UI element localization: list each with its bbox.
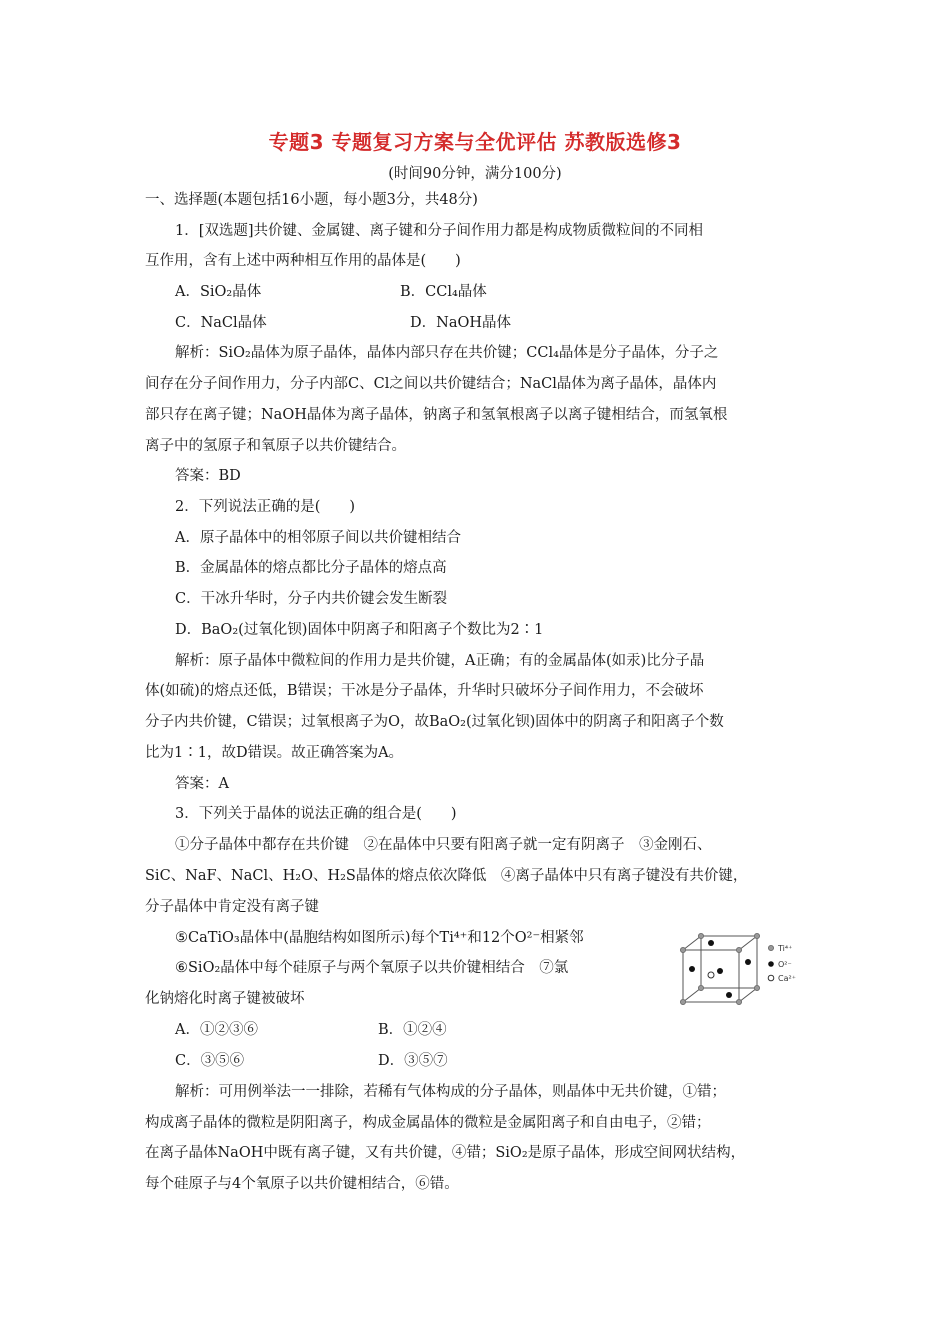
legend-ca-label: Ca²⁺ <box>778 974 796 983</box>
legend-ca-marker <box>768 975 774 981</box>
titanium-atom-3 <box>680 999 685 1004</box>
q2-option-d: D．BaO₂(过氧化钡)固体中阴离子和阳离子个数比为2∶1 <box>175 622 544 638</box>
legend-ti-label: Ti⁴⁺ <box>778 944 793 953</box>
titanium-atom-2 <box>736 947 741 952</box>
q3-option-d: D．③⑤⑦ <box>378 1053 448 1069</box>
q3-option-a: A．①②③⑥ <box>175 1022 258 1038</box>
q3-explanation-line3: 在离子晶体NaOH中既有离子键，又有共价键，④错；SiO₂是原子晶体，形成空间网状结构， <box>145 1145 746 1161</box>
page-subtitle: (时间90分钟，满分100分) <box>388 166 562 182</box>
q1-option-b: B．CCl₄晶体 <box>400 284 487 300</box>
oxygen-atom-left <box>689 966 695 972</box>
q1-option-d: D．NaOH晶体 <box>410 315 511 331</box>
q2-stem: 2．下列说法正确的是( ) <box>175 499 356 515</box>
q3-statement-line2: SiC、NaF、NaCl、H₂O、H₂S晶体的熔点依次降低 ④离子晶体中只有离子键没有共价键， <box>145 868 748 884</box>
q3-explanation-line1: 解析：可用例举法一一排除，若稀有气体构成的分子晶体，则晶体中无共价键，①错； <box>175 1084 726 1100</box>
legend-o-label: O²⁻ <box>778 960 792 969</box>
titanium-atom-8 <box>754 985 759 990</box>
q3-option-b: B．①②④ <box>378 1022 447 1038</box>
q1-answer: 答案：BD <box>175 468 241 484</box>
q2-option-c: C．干冰升华时，分子内共价键会发生断裂 <box>175 591 448 607</box>
q1-explanation-line2: 间存在分子间作用力，分子内部C、Cl之间以共价键结合；NaCl晶体为离子晶体，晶体内 <box>145 376 717 392</box>
oxygen-atom-center <box>717 968 723 974</box>
q3-statement-line6: 化钠熔化时离子键被破坏 <box>145 991 305 1007</box>
titanium-atom-1 <box>680 947 685 952</box>
legend-o-marker <box>768 961 774 967</box>
q3-explanation-line2: 构成离子晶体的微粒是阴阳离子，构成金属晶体的微粒是金属阳离子和自由电子，②错； <box>145 1115 711 1131</box>
section-heading: 一、选择题(本题包括16小题，每小题3分，共48分) <box>145 192 478 208</box>
oxygen-atom-top <box>708 940 714 946</box>
titanium-atom-6 <box>754 933 759 938</box>
legend-ti-marker <box>768 945 773 950</box>
q2-explanation-line1: 解析：原子晶体中微粒间的作用力是共价键，A正确；有的金属晶体(如汞)比分子晶 <box>175 653 705 669</box>
q2-explanation-line2: 体(如硫)的熔点还低，B错误；干冰是分子晶体，升华时只破坏分子间作用力，不会破坏 <box>145 683 704 699</box>
q3-option-c: C．③⑤⑥ <box>175 1053 245 1069</box>
titanium-atom-4 <box>736 999 741 1004</box>
q3-stem: 3．下列关于晶体的说法正确的组合是( ) <box>175 806 457 822</box>
q2-explanation-line3: 分子内共价键，C错误；过氧根离子为O，故BaO₂(过氧化钡)固体中的阴离子和阳离子个数 <box>145 714 724 730</box>
oxygen-atom-bottom <box>726 992 732 998</box>
titanium-atom-5 <box>698 933 703 938</box>
q1-explanation-line3: 部只存在离子键；NaOH晶体为离子晶体，钠离子和氢氧根离子以离子键相结合，而氢氧根 <box>145 407 728 423</box>
q1-stem-line1: 1．[双选题]共价键、金属键、离子键和分子间作用力都是构成物质微粒间的不同相 <box>175 223 704 239</box>
titanium-atom-7 <box>698 985 703 990</box>
q2-option-b: B．金属晶体的熔点都比分子晶体的熔点高 <box>175 560 447 576</box>
q1-stem-line2: 互作用，含有上述中两种相互作用的晶体是( ) <box>145 253 461 269</box>
q1-explanation-line4: 离子中的氢原子和氧原子以共价键结合。 <box>145 438 406 454</box>
q1-explanation-line1: 解析：SiO₂晶体为原子晶体，晶体内部只存在共价键；CCl₄晶体是分子晶体，分子之 <box>175 345 719 361</box>
calcium-atom <box>708 972 714 978</box>
q1-option-c: C．NaCl晶体 <box>175 315 267 331</box>
crystal-cell-figure <box>675 930 825 1010</box>
page-title: 专题3 专题复习方案与全优评估 苏教版选修3 <box>268 130 682 154</box>
oxygen-atom-right <box>745 959 751 965</box>
q3-explanation-line4: 每个硅原子与4个氧原子以共价键相结合，⑥错。 <box>145 1176 459 1192</box>
q2-answer: 答案：A <box>175 776 229 792</box>
q2-option-a: A．原子晶体中的相邻原子间以共价键相结合 <box>175 530 461 546</box>
q1-option-a: A．SiO₂晶体 <box>175 284 262 300</box>
q3-statement-line3: 分子晶体中肯定没有离子键 <box>145 899 319 915</box>
q3-statement-line1: ①分子晶体中都存在共价键 ②在晶体中只要有阳离子就一定有阴离子 ③金刚石、 <box>175 837 712 853</box>
q3-statement-line4: ⑤CaTiO₃晶体中(晶胞结构如图所示)每个Ti⁴⁺和12个O²⁻相紧邻 <box>175 930 584 946</box>
q3-statement-line5: ⑥SiO₂晶体中每个硅原子与两个氧原子以共价键相结合 ⑦氯 <box>175 960 569 976</box>
q2-explanation-line4: 比为1∶1，故D错误。故正确答案为A。 <box>145 745 404 761</box>
